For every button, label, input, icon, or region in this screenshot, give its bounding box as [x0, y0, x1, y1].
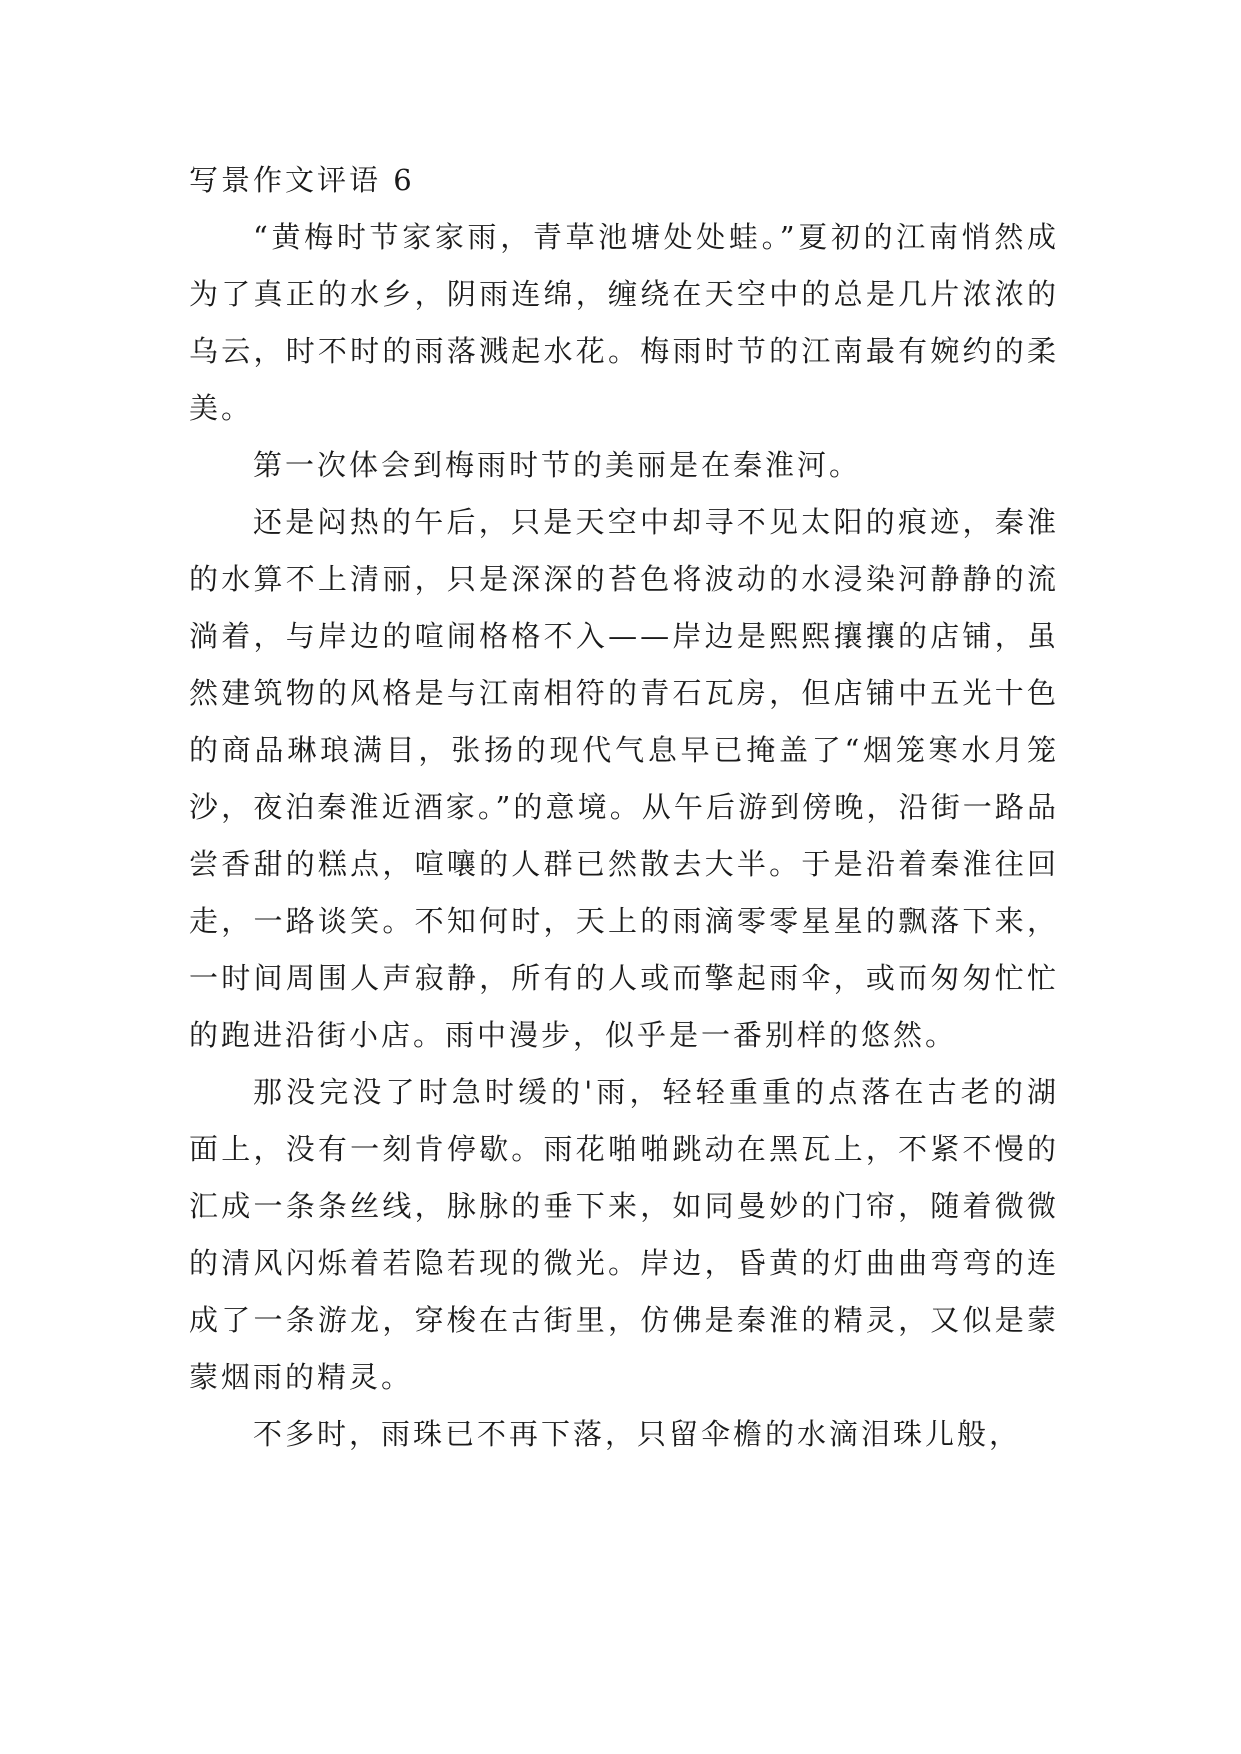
- paragraph-4: 那没完没了时急时缓的'雨，轻轻重重的点落在古老的湖面上，没有一刻肯停歇。雨花啪啪跳动在黑瓦上，不紧不慢的汇成一条条丝线，脉脉的垂下来，如同曼妙的门帘，随着微微的清风闪烁着若隐若现的微光。岸边，昏黄的灯曲曲弯弯的连成了一条游龙，穿梭在古街里，仿佛是秦淮的精灵，又似是蒙蒙烟雨的精灵。: [189, 1075, 1059, 1394]
- paragraph-2: 第一次体会到梅雨时节的美丽是在秦淮河。: [253, 448, 862, 482]
- document-title: 写景作文评语 6: [189, 163, 415, 197]
- document-body: [189, 152, 1059, 1463]
- paragraph-3: 还是闷热的午后，只是天空中却寻不见太阳的痕迹，秦淮的水算不上清丽，只是深深的苔色将波动的水浸染河静静的流淌着，与岸边的喧闹格格不入——岸边是熙熙攘攘的店铺，虽然建筑物的风格是与江南相符的青石瓦房，但店铺中五光十色的商品琳琅满目，张扬的现代气息早已掩盖了“烟笼寒水月笼沙，夜泊秦淮近酒家。”的意境。从午后游到傍晚，沿街一路品尝香甜的糕点，喧嚷的人群已然散去大半。于是沿着秦淮往回走，一路谈笑。不知何时，天上的雨滴零零星星的飘落下来，一时间周围人声寂静，所有的人或而擎起雨伞，或而匆匆忙忙的跑进沿街小店。雨中漫步，似乎是一番别样的悠然。: [189, 505, 1059, 1052]
- paragraph-5: 不多时，雨珠已不再下落，只留伞檐的水滴泪珠儿般，: [253, 1417, 1022, 1451]
- paragraph-1: “黄梅时节家家雨，青草池塘处处蛙。”夏初的江南悄然成为了真正的水乡，阴雨连绵，缠绕在天空中的总是几片浓浓的乌云，时不时的雨落溅起水花。梅雨时节的江南最有婉约的柔美。: [189, 220, 1059, 425]
